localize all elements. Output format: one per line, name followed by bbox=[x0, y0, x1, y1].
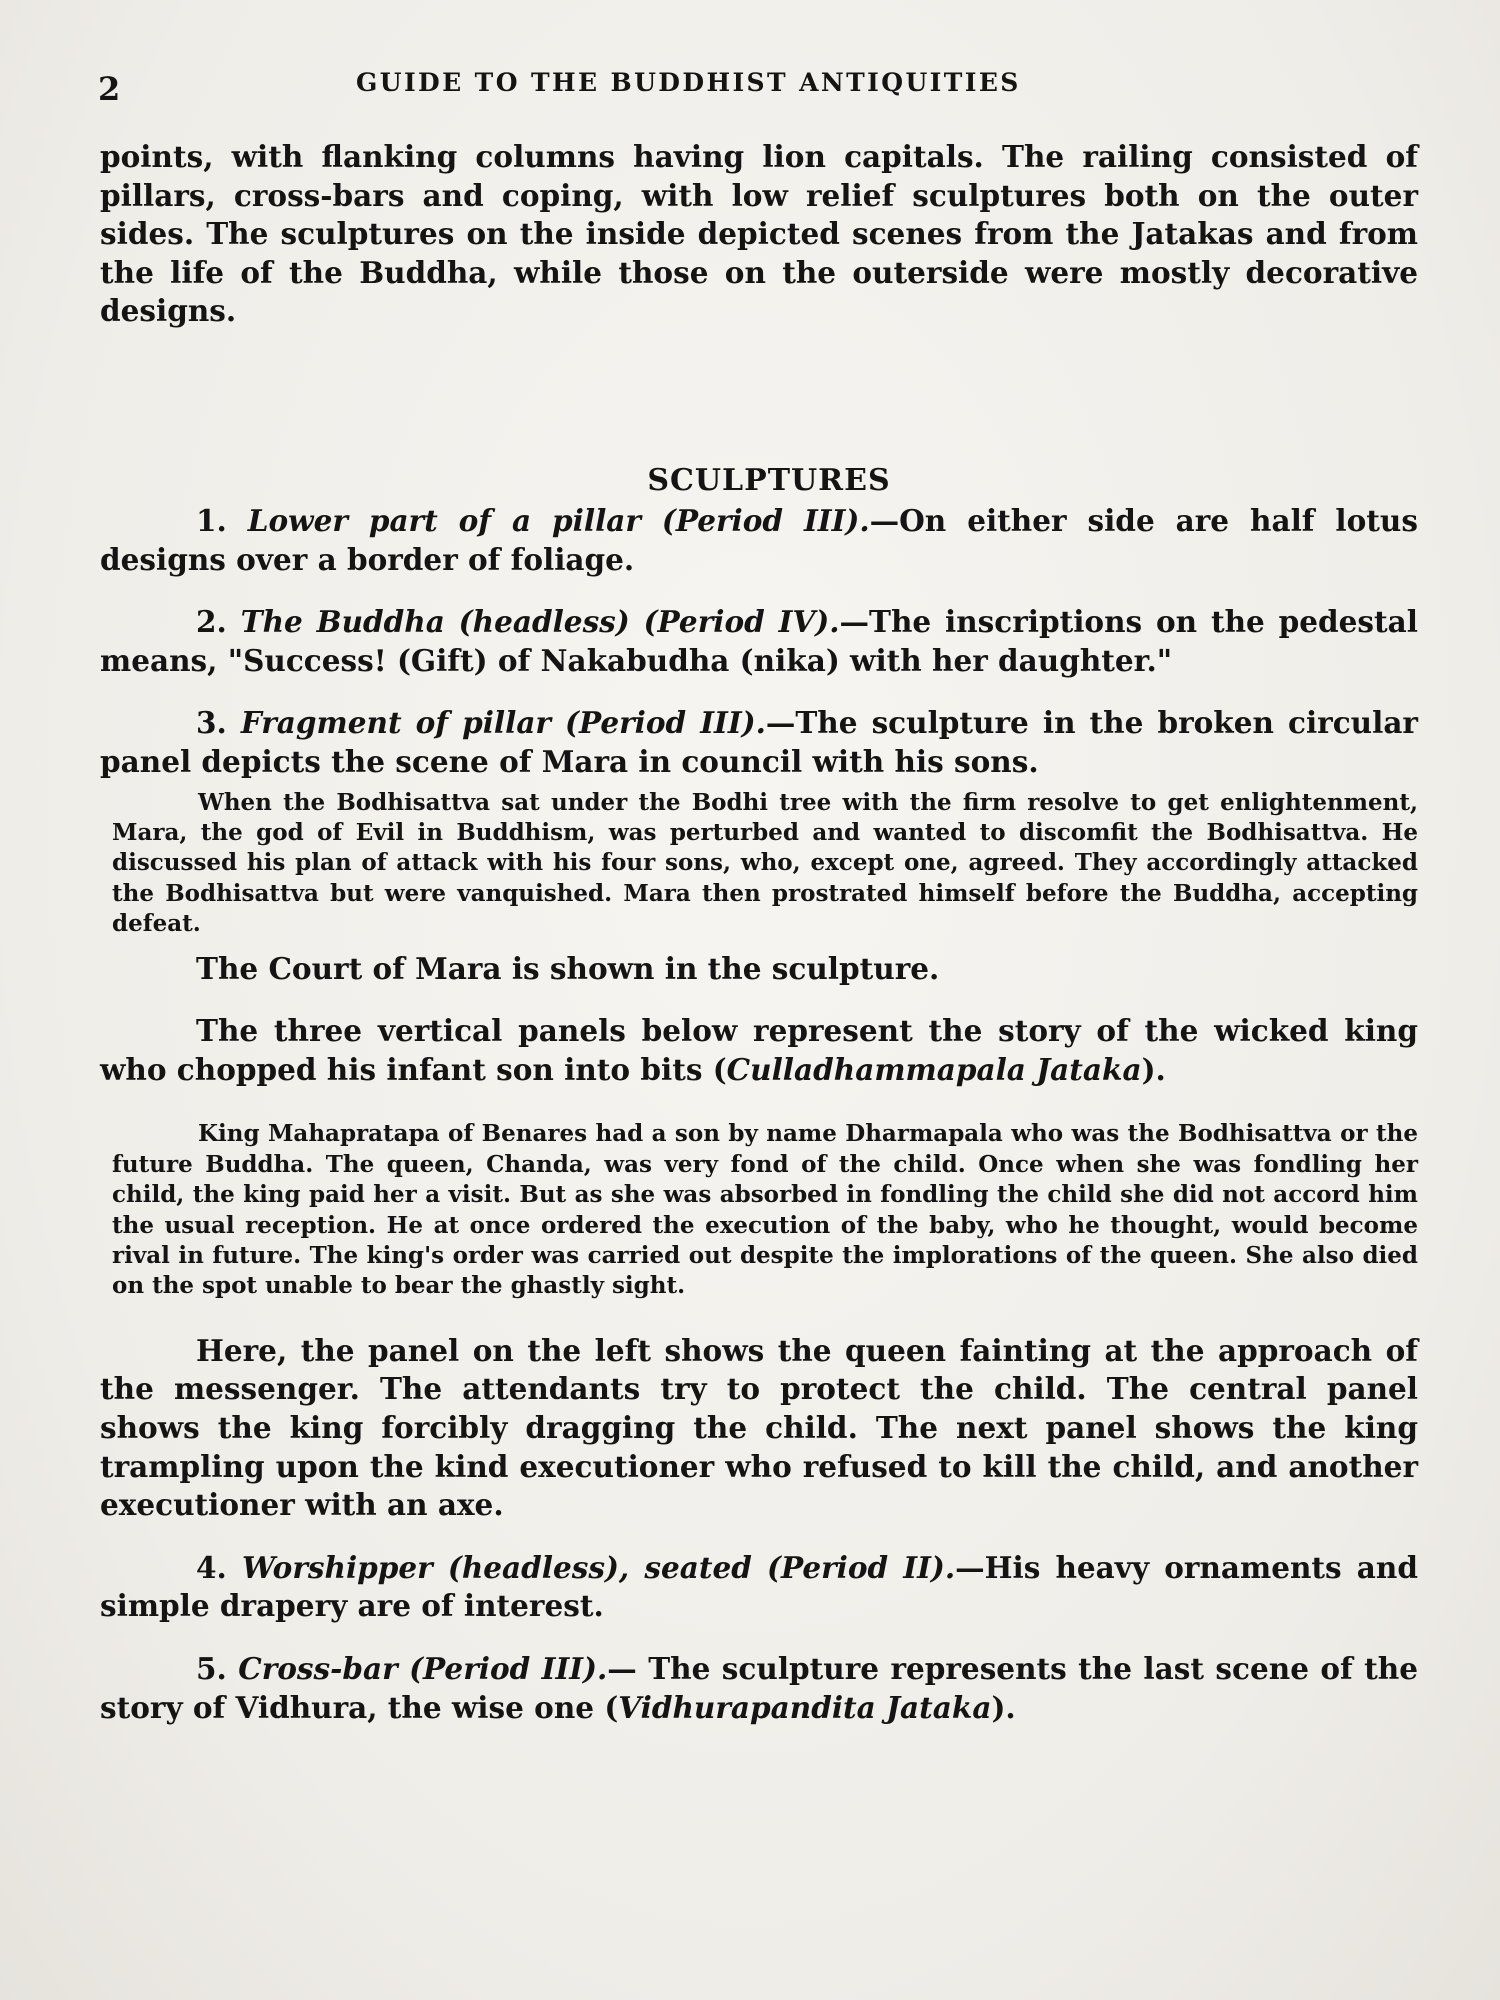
item-3 bbox=[100, 704, 1418, 781]
item-title: The Buddha (headless) (Period IV). bbox=[240, 604, 840, 640]
page-number: 2 bbox=[98, 70, 121, 108]
item-title: Worshipper (headless), seated (Period II). bbox=[241, 1549, 956, 1585]
page-header bbox=[98, 64, 1418, 120]
item-text: —His heavy ornaments and simple drapery are of interest. bbox=[100, 1549, 1419, 1624]
item-text: —On either side are half lotus designs over a border of foliage. bbox=[100, 502, 1418, 577]
court-paragraph: The Court of Mara is shown in the sculpture. bbox=[196, 950, 940, 986]
item-number: 5. bbox=[196, 1650, 227, 1686]
running-head: GUIDE TO THE BUDDHIST ANTIQUITIES bbox=[356, 68, 1021, 97]
mara-note: When the Bodhisattva sat under the Bodhi tree with the firm resolve to get enlightenment, Mara, the god of Evil in Buddhism, was perturbed and wanted to discomfit the Bodhisattva. He discussed his plan of attack with his four sons, who, except one, agreed. They accordingly attacked the Bodhisattva but were vanquished. Mara then prostrated himself before the Buddha, accepting defeat. bbox=[112, 788, 1418, 938]
item-4 bbox=[100, 1549, 1418, 1626]
item-2 bbox=[100, 603, 1418, 680]
panels-close: ). bbox=[1141, 1051, 1166, 1087]
item-title: Fragment of pillar (Period III). bbox=[240, 705, 766, 741]
panels-text: The three vertical panels below represent the story of the wicked king who chopped his infant son into bits ( bbox=[100, 1013, 1418, 1087]
panel-description: Here, the panel on the left shows the queen fainting at the approach of the messenger. The attendants try to protect the child. The central panel shows the king forcibly dragging the child. The next panel shows the king trampling upon the kind executioner who refused to kill the child, and another executioner with an axe. bbox=[100, 1332, 1418, 1523]
item-title: Lower part of a pillar (Period III). bbox=[247, 502, 870, 538]
item-close: ). bbox=[991, 1689, 1016, 1725]
item-text: —The inscriptions on the pedestal means, "Success! (Gift) of Nakabudha (nika) with her daughter." bbox=[100, 604, 1418, 678]
item-number: 1. bbox=[196, 502, 227, 538]
item-number: 2. bbox=[196, 604, 227, 640]
page-body bbox=[100, 138, 1418, 1727]
item-title: Cross-bar (Period III). bbox=[238, 1650, 608, 1686]
intro-paragraph: points, with flanking columns having lion capitals. The railing consisted of pillars, cross-bars and coping, with low relief sculptures both on the outer sides. The sculptures on the inside depicted scenes from the Jatakas and from the life of the Buddha, while those on the outerside were mostly decorative designs. bbox=[100, 139, 1418, 329]
item-number: 3. bbox=[196, 705, 227, 741]
item-5 bbox=[100, 1650, 1418, 1727]
section-heading: SCULPTURES bbox=[647, 462, 891, 498]
item-1 bbox=[100, 502, 1418, 579]
panels-paragraph bbox=[100, 1012, 1418, 1089]
dharmapala-note: King Mahapratapa of Benares had a son by name Dharmapala who was the Bodhisattva or the future Buddha. The queen, Chanda, was very fond of the child. Once when she was fondling her child, the king paid her a visit. But as she was absorbed in fondling the child she did not accord him the usual reception. He at once ordered the execution of the baby, who he thought, would become rival in future. The king's order was carried out despite the implorations of the queen. She also died on the spot unable to bear the ghastly sight. bbox=[112, 1120, 1418, 1300]
item-text: —The sculpture in the broken circular panel depicts the scene of Mara in council with his sons. bbox=[100, 705, 1418, 779]
item-jataka: Vidhurapandita Jataka bbox=[618, 1689, 992, 1725]
panels-jataka: Culladhammapala Jataka bbox=[726, 1051, 1142, 1087]
item-text: — The sculpture represents the last scene of the story of Vidhura, the wise one ( bbox=[100, 1650, 1418, 1725]
item-number: 4. bbox=[196, 1549, 227, 1585]
